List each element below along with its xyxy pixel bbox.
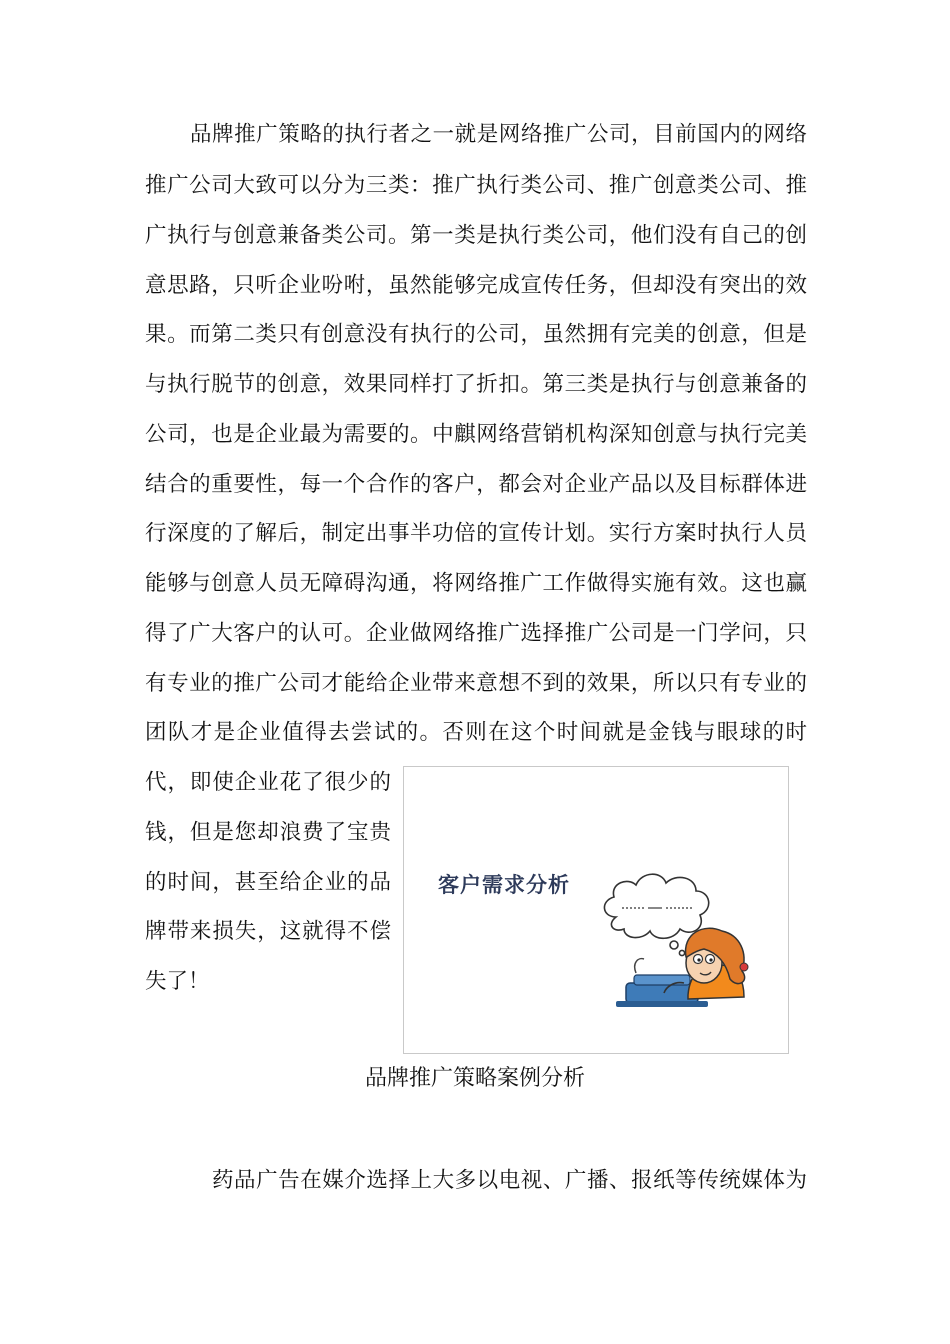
figure-caption: 品牌推广策略案例分析 — [364, 1066, 585, 1091]
paragraph-line: 结合的重要性，每一个合作的客户，都会对企业产品以及目标群体进 — [145, 472, 807, 497]
paragraph-line: 果。而第二类只有创意没有执行的公司，虽然拥有完美的创意，但是 — [145, 322, 807, 347]
paragraph-line: 意思路，只听企业吩咐，虽然能够完成宣传任务，但却没有突出的效 — [145, 273, 807, 298]
paragraph-line: 能够与创意人员无障碍沟通，将网络推广工作做得实施有效。这也赢 — [145, 571, 807, 596]
thinking-cartoon-illustration — [404, 767, 788, 1053]
wrapped-line: 的时间，甚至给企业的品 — [145, 870, 391, 895]
paragraph-line: 推广公司大致可以分为三类：推广执行类公司、推广创意类公司、推 — [145, 173, 807, 198]
wrapped-line: 牌带来损失，这就得不偿 — [145, 919, 391, 944]
paragraph-line: 行深度的了解后，制定出事半功倍的宣传计划。实行方案时执行人员 — [145, 521, 807, 546]
wrapped-line: 钱，但是您却浪费了宝贵 — [145, 820, 391, 845]
figure-image — [403, 766, 789, 1054]
paragraph-line: 团队才是企业值得去尝试的。否则在这个时间就是金钱与眼球的时 — [145, 720, 807, 745]
paragraph-line: 药品广告在媒介选择上大多以电视、广播、报纸等传统媒体为 — [212, 1168, 807, 1193]
figure-title: 客户需求分析 — [438, 873, 570, 897]
wrapped-line: 失了！ — [145, 969, 210, 994]
wrapped-line: 代，即使企业花了很少的 — [145, 770, 391, 795]
paragraph-line: 公司，也是企业最为需要的。中麒网络营销机构深知创意与执行完美 — [145, 422, 807, 447]
paragraph-line: 广执行与创意兼备类公司。第一类是执行类公司，他们没有自己的创 — [145, 223, 807, 248]
paragraph-line: 有专业的推广公司才能给企业带来意想不到的效果，所以只有专业的 — [145, 671, 807, 696]
paragraph-line: 得了广大客户的认可。企业做网络推广选择推广公司是一门学问，只 — [145, 621, 807, 646]
paragraph-line: 与执行脱节的创意，效果同样打了折扣。第三类是执行与创意兼备的 — [145, 372, 807, 397]
paragraph-line: 品牌推广策略的执行者之一就是网络推广公司，目前国内的网络 — [190, 122, 807, 147]
